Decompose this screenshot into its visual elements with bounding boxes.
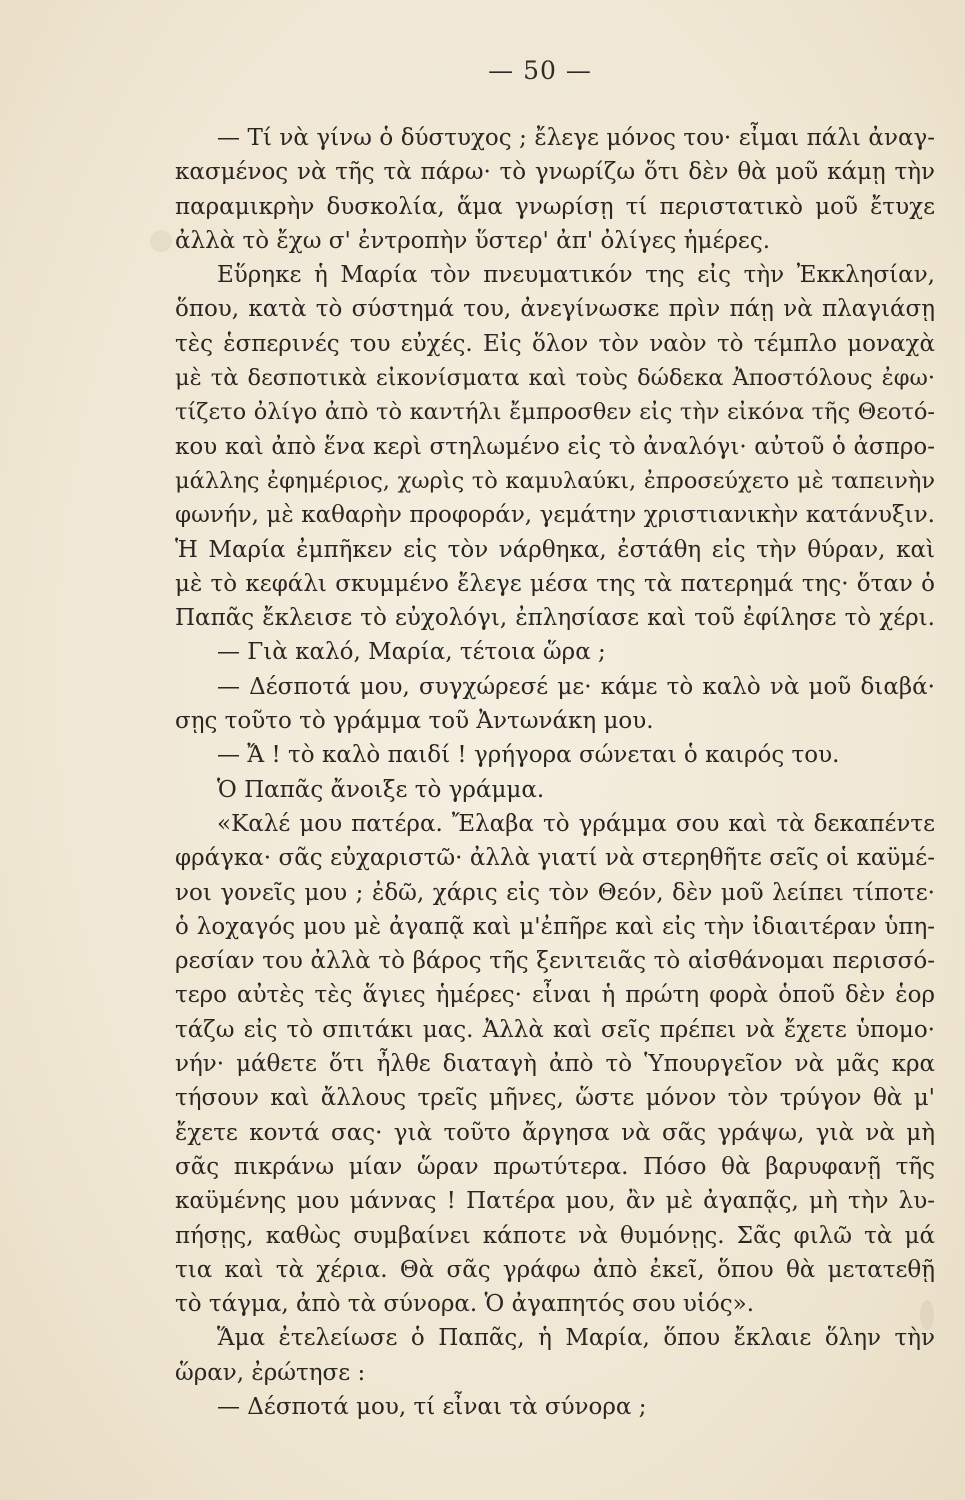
text-line: κου καὶ ἀπὸ ἕνα κερὶ στηλωμένο εἰς τὸ ἀναλόγι· αὐτοῦ ὁ ἀσπρο- xyxy=(175,433,935,460)
text-line: Παπᾶς ἔκλεισε τὸ εὐχολόγι, ἐπλησίασε καὶ τοῦ ἐφίλησε τὸ χέρι. xyxy=(175,605,935,632)
text-line: — Τί νὰ γίνω ὁ δύστυχος ; ἔλεγε μόνος του· εἶμαι πάλι ἀναγ- xyxy=(217,125,935,151)
text-line: — Δέσποτά μου, τί εἶναι τὰ σύνορα ; xyxy=(217,1393,647,1420)
text-line: ἀλλὰ τὸ ἔχω σ' ἐντροπὴν ὕστερ' ἀπ' ὀλίγες ἡμέρες. xyxy=(175,227,771,254)
text-line: ὁ λοχαγός μου μὲ ἀγαπᾷ καὶ μ'ἐπῆρε καὶ εἰς τὴν ἰδιαιτέραν ὑπη- xyxy=(175,913,935,940)
text-line: φωνήν, μὲ καθαρὴν προφοράν, γεμάτην χριστιανικὴν κατάνυξιν. xyxy=(175,502,935,529)
text-line: μὲ τὸ κεφάλι σκυμμένο ἔλεγε μέσα της τὰ πατερημά της· ὅταν ὁ xyxy=(175,570,935,597)
text-line: τερο αὐτὲς τὲς ἅγιες ἡμέρες· εἶναι ἡ πρώτη φορὰ ὁποῦ δὲν ἑορ xyxy=(175,982,935,1009)
text-line: φράγκα· σᾶς εὐχαριστῶ· ἀλλὰ γιατί νὰ στερηθῆτε σεῖς οἱ καϋμέ- xyxy=(175,845,935,872)
body-text xyxy=(175,121,935,1424)
text-line: κασμένος νὰ τῆς τὰ πάρω· τὸ γνωρίζω ὅτι δὲν θὰ μοῦ κάμῃ τὴν xyxy=(175,159,935,186)
text-line: μὲ τὰ δεσποτικὰ εἰκονίσματα καὶ τοὺς δώδεκα Ἀποστόλους ἐφω· xyxy=(175,365,935,392)
text-line: ρεσίαν του ἀλλὰ τὸ βάρος τῆς ξενιτειᾶς τὸ αἰσθάνομαι περισσό- xyxy=(175,948,935,975)
text-line: μάλλης ἐφημέριος, χωρὶς τὸ καμυλαύκι, ἐπροσεύχετο μὲ ταπεινὴν xyxy=(175,467,935,494)
text-line: ἔχετε κοντά σας· γιὰ τοῦτο ἄργησα νὰ σᾶς γράψω, γιὰ νὰ μὴ xyxy=(175,1119,935,1146)
text-line: Ὁ Παπᾶς ἄνοιξε τὸ γράμμα. xyxy=(217,776,545,803)
text-line: Ἡ Μαρία ἐμπῆκεν εἰς τὸν νάρθηκα, ἐστάθη εἰς τὴν θύραν, καὶ xyxy=(175,536,935,563)
text-line: «Καλέ μου πατέρα. Ἔλαβα τὸ γράμμα σου καὶ τὰ δεκαπέντε xyxy=(217,810,935,837)
text-line: ὅπου, κατὰ τὸ σύστημά του, ἀνεγίνωσκε πρὶν πάῃ νὰ πλαγιάσῃ xyxy=(175,296,935,323)
text-line: τίζετο ὀλίγο ἀπὸ τὸ καντήλι ἔμπροσθεν εἰς τὴν εἰκόνα τῆς Θεοτό- xyxy=(175,399,935,426)
text-line: — Ἄ ! τὸ καλὸ παιδί ! γρήγορα σώνεται ὁ καιρός του. xyxy=(217,742,840,769)
text-line: Εὕρηκε ἡ Μαρία τὸν πνευματικόν της εἰς τὴν Ἐκκλησίαν, xyxy=(217,262,935,289)
text-line: τάζω εἰς τὸ σπιτάκι μας. Ἀλλὰ καὶ σεῖς πρέπει νὰ ἔχετε ὑπομο· xyxy=(175,1016,935,1043)
text-line: νοι γονεῖς μου ; ἐδῶ, χάρις εἰς τὸν Θεόν, δὲν μοῦ λείπει τίποτε· xyxy=(175,879,935,906)
text-line: — Γιὰ καλό, Μαρία, τέτοια ὥρα ; xyxy=(217,639,606,666)
text-line: πήσῃς, καθὼς συμβαίνει κάποτε νὰ θυμόνῃς. Σᾶς φιλῶ τὰ μά xyxy=(175,1222,935,1249)
text-line: σῃς τοῦτο τὸ γράμμα τοῦ Ἀντωνάκη μου. xyxy=(175,708,654,735)
text-line: νήν· μάθετε ὅτι ἦλθε διαταγὴ ἀπὸ τὸ Ὑπουργεῖον νὰ μᾶς κρα xyxy=(175,1051,935,1078)
text-line: — Δέσποτά μου, συγχώρεσέ με· κάμε τὸ καλὸ νὰ μοῦ διαβά· xyxy=(217,673,935,700)
text-line: τὲς ἑσπερινές του εὐχές. Εἰς ὅλον τὸν ναὸν τὸ τέμπλο μοναχὰ xyxy=(175,330,935,357)
text-line: τήσουν καὶ ἄλλους τρεῖς μῆνες, ὥστε μόνον τὸν τρύγον θὰ μ' xyxy=(175,1085,935,1112)
text-line: σᾶς πικράνω μίαν ὥραν πρωτύτερα. Πόσο θὰ βαρυφανῇ τῆς xyxy=(175,1153,935,1180)
text-line: παραμικρὴν δυσκολία, ἅμα γνωρίσῃ τί περιστατικὸ μοῦ ἔτυχε xyxy=(175,193,935,220)
text-line: καϋμένης μου μάννας ! Πατέρα μου, ἂν μὲ ἀγαπᾷς, μὴ τὴν λυ- xyxy=(175,1188,935,1215)
paper-stain xyxy=(150,230,172,252)
text-line: Ἅμα ἐτελείωσε ὁ Παπᾶς, ἡ Μαρία, ὅπου ἔκλαιε ὅλην τὴν xyxy=(217,1325,935,1352)
text-line: τια καὶ τὰ χέρια. Θὰ σᾶς γράφω ἀπὸ ἐκεῖ, ὅπου θὰ μετατεθῇ xyxy=(175,1256,935,1283)
page-number: — 50 — xyxy=(488,56,592,85)
text-line: τὸ τάγμα, ἀπὸ τὰ σύνορα. Ὁ ἀγαπητός σου υἱός». xyxy=(175,1291,755,1318)
text-line: ὥραν, ἐρώτησε : xyxy=(175,1359,366,1386)
